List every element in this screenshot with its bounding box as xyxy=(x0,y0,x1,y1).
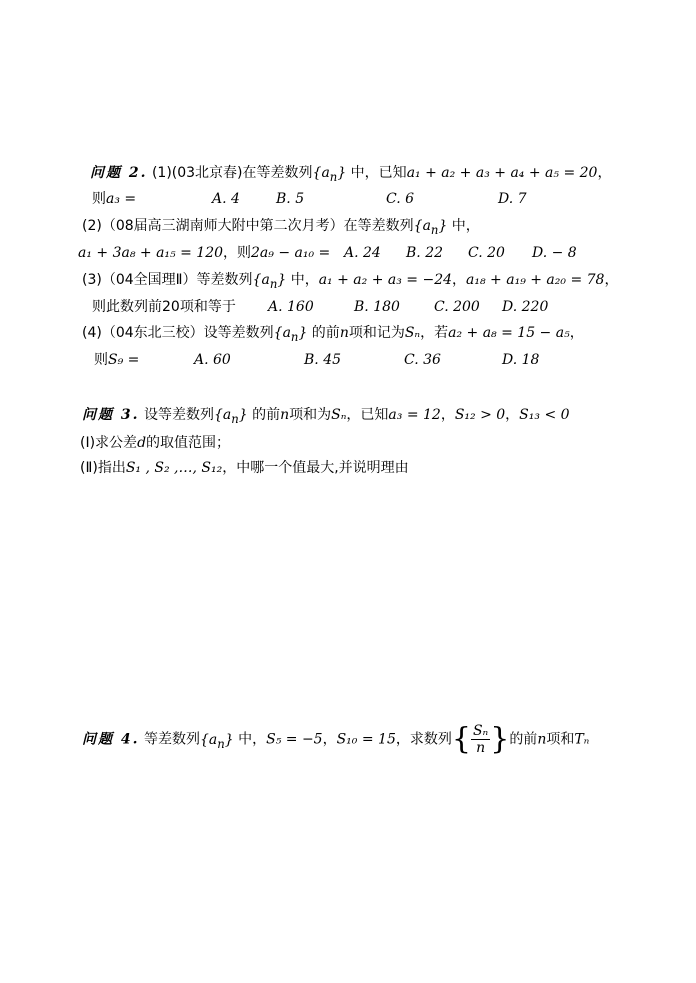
choice-a: A. 24 xyxy=(344,245,381,261)
choice-b: B. 5 xyxy=(276,191,305,207)
problem-3-line-2: (Ⅰ)求公差d的取值范围； xyxy=(80,435,231,451)
choice-d: D. 220 xyxy=(502,299,549,315)
choice-c: C. 20 xyxy=(468,245,505,261)
choice-b: B. 22 xyxy=(406,245,444,261)
choice-c: C. 36 xyxy=(404,352,441,368)
sequence-symbol: $\{a_n\}$ xyxy=(312,165,347,184)
choice-a: A. 60 xyxy=(194,352,231,368)
problem-3-line-1: 问题 3. 设等差数列$\{a_n\}$ 的前n项和为Sₙ，已知a₃ = 12，S₁₂ > 0，S₁₃ < 0 xyxy=(82,407,570,426)
choice-c: C. 6 xyxy=(386,191,415,207)
choice-b: B. 180 xyxy=(354,299,400,315)
problem-2-line-6: 则此数列前20项和等于 xyxy=(92,299,236,315)
problem-2-line-3: (2)（08届高三湖南师大附中第二次月考）在等差数列$\{a_n\}$ 中， xyxy=(82,218,480,237)
choice-a: A. 4 xyxy=(212,191,240,207)
problem-2-line-4: a₁ + 3a₈ + a₁₅ = 120，则2a₉ − a₁₀ = xyxy=(78,245,331,261)
fraction: $\frac{\text{Sₙ}}{n}$ xyxy=(472,723,489,756)
problem-4-heading: 问题 4. xyxy=(82,731,140,748)
problem-3-line-3: (Ⅱ)指出S₁ , S₂ ,…, S₁₂，中哪一个值最大,并说明理由 xyxy=(80,460,409,476)
choice-b: B. 45 xyxy=(304,352,342,368)
right-brace: } xyxy=(490,721,510,757)
problem-2-line-1: 问题 2. (1)(03北京春)在等差数列$\{a_n\}$ 中，已知a₁ + a₂ + a₃ + a₄ + a₅ = 20， xyxy=(90,165,612,184)
choice-c: C. 200 xyxy=(434,299,480,315)
choice-d: D. 7 xyxy=(498,191,527,207)
problem-3-heading: 问题 3. xyxy=(82,407,140,423)
problem-4-line-1: 问题 4. 等差数列$\{a_n\}$ 中，S₅ = −5，S₁₀ = 15，求数列{ $\frac{\text{Sₙ}}{n}$ }的前n项和Tₙ xyxy=(82,721,590,757)
left-brace: { xyxy=(451,721,471,757)
choice-d: D. − 8 xyxy=(532,245,577,261)
problem-2-line-2: 则a₃ = xyxy=(92,191,137,207)
choice-a: A. 160 xyxy=(268,299,314,315)
problem-2-line-7: (4)（04东北三校）设等差数列$\{a_n\}$ 的前n项和记为Sₙ，若a₂ + a₈ = 15 − a₅， xyxy=(82,325,584,344)
problem-2-line-5: (3)（04全国理Ⅱ）等差数列$\{a_n\}$ 中，a₁ + a₂ + a₃ = −24，a₁₈ + a₁₉ + a₂₀ = 78， xyxy=(82,272,619,291)
choice-d: D. 18 xyxy=(502,352,540,368)
problem-2-line-8: 则S₉ = xyxy=(94,352,140,368)
problem-2-line-1-text: (1)(03北京春)在等差数列 xyxy=(151,165,313,181)
problem-2-heading: 问题 2. xyxy=(90,165,148,181)
equation: a₁ + a₂ + a₃ + a₄ + a₅ = 20 xyxy=(406,165,598,181)
